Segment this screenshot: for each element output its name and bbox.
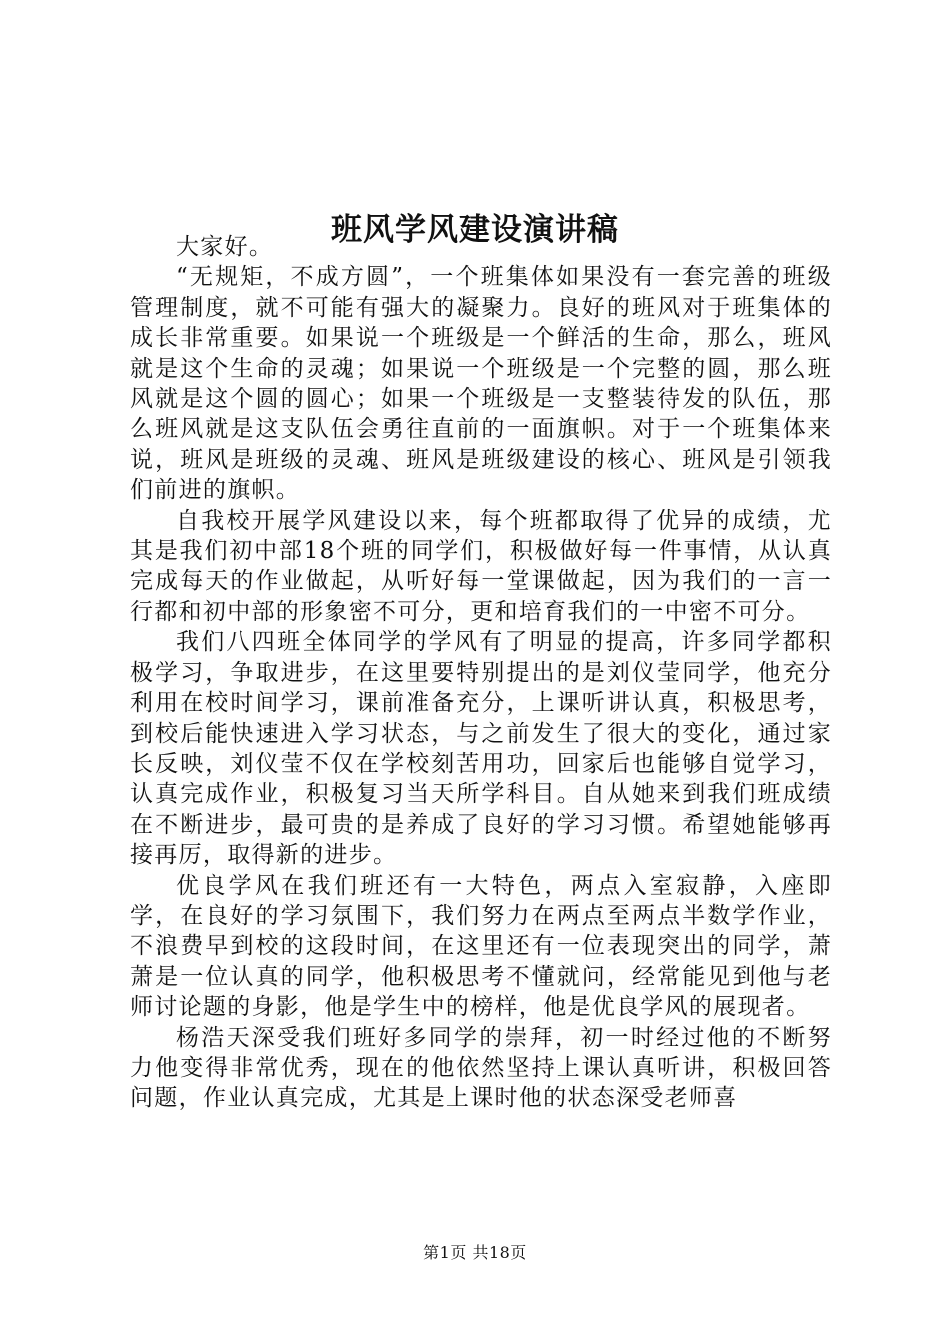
- paragraph-study-style: 自我校开展学风建设以来，每个班都取得了优异的成绩，尤其是我们初中部18个班的同学们，积极做好每一件事情，从认真完成每天的作业做起，从听好每一堂课做起，因为我们的一言一行都和初中部的形象密不可分，更和培育我们的一中密不可分。: [130, 507, 832, 625]
- paragraph-class-84: 我们八四班全体同学的学风有了明显的提高，许多同学都积极学习，争取进步，在这里要特别提出的是刘仪莹同学，他充分利用在校时间学习，课前准备充分，上课听讲认真，积极思考，到校后能快速进入学习状态，与之前发生了很大的变化，通过家长反映，刘仪莹不仅在学校刻苦用功，回家后也能够自觉学习，认真完成作业，积极复习当天所学科目。自从她来到我们班成绩在不断进步，最可贵的是养成了良好的学习习惯。希望她能够再接再厉，取得新的进步。: [130, 629, 832, 869]
- page-footer: 第1页 共18页: [423, 1243, 527, 1262]
- document-title: 班风学风建设演讲稿: [331, 211, 619, 248]
- document-body: [130, 232, 832, 1114]
- paragraph-yang-haotian: 杨浩天深受我们班好多同学的崇拜，初一时经过他的不断努力他变得非常优秀，现在的他依然坚持上课认真听讲，积极回答问题，作业认真完成，尤其是上课时他的状态深受老师喜: [130, 1024, 832, 1112]
- paragraph-quiet-study: 优良学风在我们班还有一大特色，两点入室寂静，入座即学，在良好的学习氛围下，我们努力在两点至两点半数学作业，不浪费早到校的这段时间，在这里还有一位表现突出的同学，萧萧是一位认真的同学，他积极思考不懂就问，经常能见到他与老师讨论题的身影，他是学生中的榜样，他是优良学风的展现者。: [130, 872, 832, 1021]
- paragraph-greeting: 大家好。: [176, 234, 274, 260]
- paragraph-class-spirit: “无规矩，不成方圆”，一个班集体如果没有一套完善的班级管理制度，就不可能有强大的凝聚力。良好的班风对于班集体的成长非常重要。如果说一个班级是一个鲜活的生命，那么，班风就是这个生命的灵魂；如果说一个班级是一个完整的圆，那么班风就是这个圆的圆心；如果一个班级是一支整装待发的队伍，那么班风就是这支队伍会勇往直前的一面旗帜。对于一个班集体来说，班风是班级的灵魂、班风是班级建设的核心、班风是引领我们前进的旗帜。: [130, 264, 832, 504]
